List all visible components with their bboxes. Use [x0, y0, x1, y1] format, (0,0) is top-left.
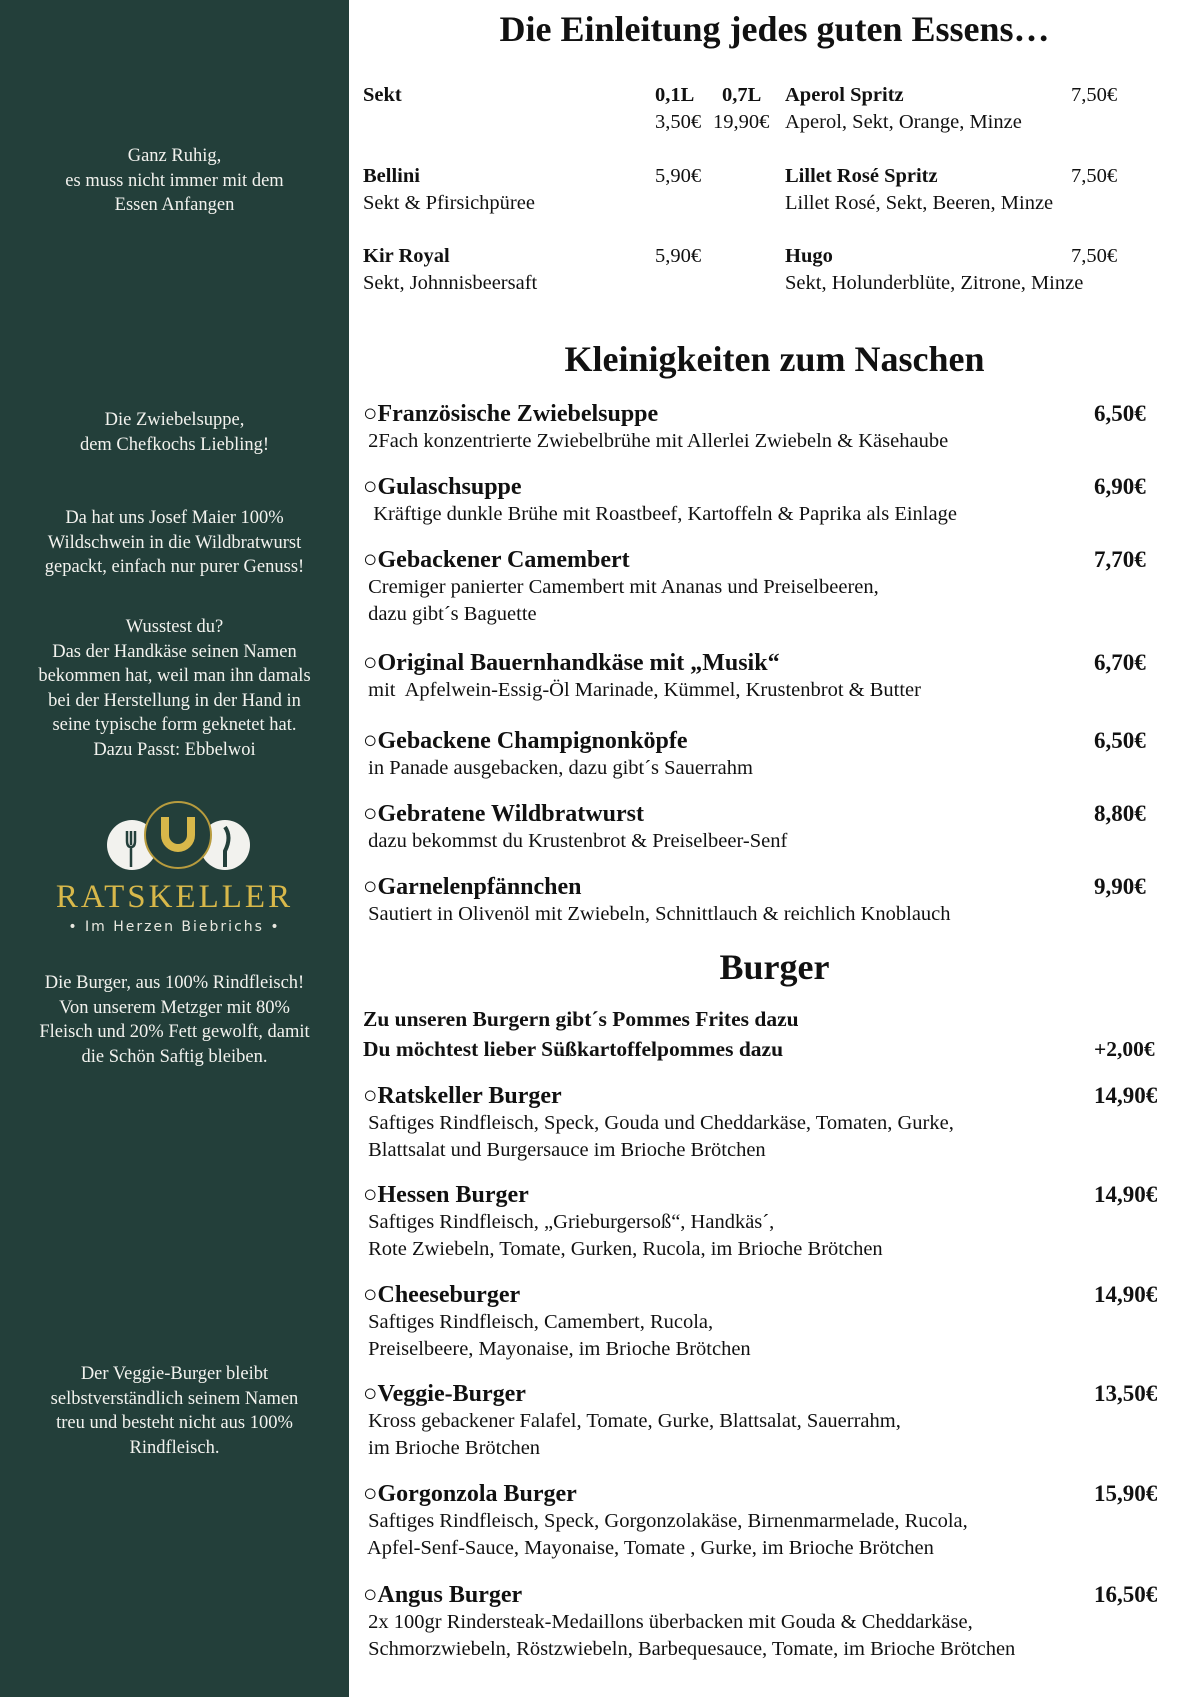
sidebar-note-line: gepackt, einfach nur purer Genuss! — [44, 557, 305, 577]
aperitif-title: Die Einleitung jedes guten Essens… — [499, 9, 1050, 49]
item-price: 14,90€ — [1094, 1083, 1158, 1108]
item-description: Saftiges Rindfleisch, Speck, Gouda und Cheddarkäse, Tomaten, Gurke, — [363, 1112, 954, 1134]
item-description: dazu bekommst du Krustenbrot & Preiselbeer-Senf — [363, 830, 788, 852]
item-price: 16,50€ — [1094, 1582, 1158, 1607]
drink-name: Bellini — [363, 165, 420, 187]
sidebar-note — [0, 408, 349, 457]
item-name: ○Französische Zwiebelsuppe — [363, 401, 659, 427]
drink-price: 7,50€ — [1071, 245, 1118, 267]
menu-item — [363, 800, 1178, 855]
logo-emblem-icon — [0, 795, 349, 885]
ratskeller-logo — [0, 795, 349, 945]
sidebar-note-line: Essen Anfangen — [114, 195, 235, 215]
item-name: ○Hessen Burger — [363, 1182, 529, 1208]
sidebar-note-line: Wusstest du? — [125, 617, 224, 637]
menu-item — [363, 727, 1178, 782]
drink-price: 7,50€ — [1071, 165, 1118, 187]
item-name: ○Veggie-Burger — [363, 1381, 526, 1407]
logo-name: RATSKELLER — [55, 879, 294, 915]
item-description: Apfel-Senf-Sauce, Mayonaise, Tomate , Gurke, im Brioche Brötchen — [363, 1537, 934, 1559]
menu-item — [363, 1581, 1178, 1663]
item-description: Schmorzwiebeln, Röstzwiebeln, Barbequesauce, Tomate, im Brioche Brötchen — [363, 1638, 1016, 1660]
item-name: ○Gebackene Champignonköpfe — [363, 728, 688, 754]
item-price: 7,70€ — [1094, 547, 1146, 572]
item-description: Preiselbeere, Mayonaise, im Brioche Brötchen — [363, 1338, 751, 1360]
item-description: Saftiges Rindfleisch, Camembert, Rucola, — [363, 1311, 714, 1333]
sidebar-note-line: selbstverständlich seinem Namen — [50, 1388, 299, 1409]
sidebar-note-line: Der Veggie-Burger bleibt — [80, 1364, 269, 1384]
sidebar-note-line: Die Zwiebelsuppe, — [104, 410, 245, 430]
item-name: ○Ratskeller Burger — [363, 1083, 562, 1109]
sekt-size-large: 0,7L — [722, 84, 762, 106]
sidebar-note-line: Von unserem Metzger mit 80% — [59, 997, 290, 1018]
sidebar-note-line: Rindfleisch. — [129, 1437, 220, 1458]
sidebar-note — [0, 1362, 349, 1460]
sidebar-note-line: Dazu Passt: Ebbelwoi — [93, 739, 256, 760]
menu-item — [363, 473, 1178, 528]
item-description: 2Fach konzentrierte Zwiebelbrühe mit Allerlei Zwiebeln & Käsehaube — [363, 430, 949, 452]
item-price: 6,90€ — [1094, 474, 1146, 499]
item-price: 13,50€ — [1094, 1381, 1158, 1406]
sidebar-note — [0, 506, 349, 580]
sidebar-note — [0, 971, 349, 1069]
sidebar-note — [0, 615, 349, 762]
item-description: Blattsalat und Burgersauce im Brioche Brötchen — [363, 1139, 766, 1161]
menu-item — [363, 649, 1178, 704]
sweet-potato-price: +2,00€ — [1094, 1037, 1155, 1061]
drink-description: Sekt, Johnnisbeersaft — [363, 272, 538, 294]
sidebar-note-line: seine typische form geknetet hat. — [52, 715, 297, 735]
drink-description: Aperol, Sekt, Orange, Minze — [785, 111, 1022, 133]
sidebar — [0, 0, 349, 1697]
item-price: 8,80€ — [1094, 801, 1146, 826]
item-name: ○Gebackener Camembert — [363, 547, 630, 573]
item-name: ○Angus Burger — [363, 1582, 523, 1608]
item-description: Kräftige dunkle Brühe mit Roastbeef, Kartoffeln & Paprika als Einlage — [363, 503, 957, 525]
sekt-size-small: 0,1L — [655, 84, 695, 106]
burger-title: Burger — [719, 947, 830, 987]
sidebar-note-line: Das der Handkäse seinen Namen — [52, 641, 297, 662]
sekt-price-small: 3,50€ — [655, 111, 702, 133]
item-description: Saftiges Rindfleisch, Speck, Gorgonzolakäse, Birnenmarmelade, Rucola, — [363, 1510, 968, 1532]
sidebar-note-line: es muss nicht immer mit dem — [65, 170, 284, 191]
sidebar-note-line: Ganz Ruhig, — [127, 146, 222, 166]
item-description: in Panade ausgebacken, dazu gibt´s Sauerrahm — [363, 757, 753, 779]
menu-item — [363, 1480, 1178, 1562]
drink-price: 5,90€ — [655, 245, 702, 267]
drink-description: Lillet Rosé, Sekt, Beeren, Minze — [785, 192, 1054, 214]
sidebar-note-line: Wildschwein in die Wildbratwurst — [47, 532, 302, 553]
burger-fries-note: Zu unseren Burgern gibt´s Pommes Frites dazu — [363, 1007, 799, 1031]
item-price: 15,90€ — [1094, 1481, 1158, 1506]
menu-item — [363, 400, 1178, 455]
item-description: mit Apfelwein-Essig-Öl Marinade, Kümmel, Krustenbrot & Butter — [363, 679, 921, 701]
sidebar-note-line: Die Burger, aus 100% Rindfleisch! — [44, 973, 305, 993]
menu-item — [363, 546, 1178, 628]
sidebar-note-line: bei der Herstellung in der Hand in — [48, 690, 301, 711]
menu-item — [363, 1380, 1178, 1462]
item-name: ○Cheeseburger — [363, 1282, 521, 1308]
item-name: ○Gorgonzola Burger — [363, 1481, 577, 1507]
item-price: 14,90€ — [1094, 1182, 1158, 1207]
item-price: 14,90€ — [1094, 1282, 1158, 1307]
item-name: ○Gebratene Wildbratwurst — [363, 801, 644, 827]
menu-item — [363, 1281, 1178, 1363]
sidebar-note-line: Fleisch und 20% Fett gewolft, damit — [39, 1022, 310, 1042]
item-price: 9,90€ — [1094, 874, 1146, 899]
item-description: Kross gebackener Falafel, Tomate, Gurke, Blattsalat, Sauerrahm, — [363, 1410, 901, 1432]
drink-description: Sekt, Holunderblüte, Zitrone, Minze — [785, 272, 1084, 294]
item-description: Sautiert in Olivenöl mit Zwiebeln, Schnittlauch & reichlich Knoblauch — [363, 903, 951, 925]
sidebar-note-line: dem Chefkochs Liebling! — [79, 434, 270, 455]
item-price: 6,50€ — [1094, 401, 1146, 426]
drink-description: Sekt & Pfirsichpüree — [363, 192, 535, 214]
item-description: 2x 100gr Rindersteak-Medaillons überbacken mit Gouda & Cheddarkäse, — [363, 1611, 973, 1633]
sidebar-note-line: die Schön Saftig bleiben. — [81, 1046, 268, 1067]
item-description: Saftiges Rindfleisch, „Grieburgersoß“, Handkäs´, — [363, 1211, 775, 1233]
item-description: im Brioche Brötchen — [363, 1437, 541, 1459]
sidebar-note-line: bekommen hat, weil man ihn damals — [38, 666, 311, 686]
burger-sweet-potato-note: Du möchtest lieber Süßkartoffelpommes dazu — [363, 1037, 784, 1061]
menu-item — [363, 1181, 1178, 1263]
drink-name: Aperol Spritz — [785, 84, 904, 106]
drink-price: 7,50€ — [1071, 84, 1118, 106]
item-name: ○Garnelenpfännchen — [363, 874, 582, 900]
item-description: Cremiger panierter Camembert mit Ananas und Preiselbeeren, — [363, 576, 879, 598]
drink-name: Sekt — [363, 84, 402, 106]
sekt-price-large: 19,90€ — [713, 111, 770, 133]
sidebar-note-line: treu und besteht nicht aus 100% — [56, 1413, 293, 1433]
drink-name: Hugo — [785, 245, 833, 267]
drink-name: Lillet Rosé Spritz — [785, 165, 938, 187]
item-price: 6,70€ — [1094, 650, 1146, 675]
item-name: ○Original Bauernhandkäse mit „Musik“ — [363, 650, 780, 676]
sidebar-note — [0, 144, 349, 218]
menu-item — [363, 1082, 1178, 1164]
item-price: 6,50€ — [1094, 728, 1146, 753]
snacks-title: Kleinigkeiten zum Naschen — [564, 339, 985, 379]
menu-item — [363, 873, 1178, 928]
sidebar-note-line: Da hat uns Josef Maier 100% — [65, 508, 284, 528]
drink-name: Kir Royal — [363, 245, 450, 267]
item-description: dazu gibt´s Baguette — [363, 603, 537, 625]
item-name: ○Gulaschsuppe — [363, 474, 522, 500]
item-description: Rote Zwiebeln, Tomate, Gurken, Rucola, im Brioche Brötchen — [363, 1238, 883, 1260]
drink-price: 5,90€ — [655, 165, 702, 187]
logo-tagline: • Im Herzen Biebrichs • — [68, 919, 281, 935]
